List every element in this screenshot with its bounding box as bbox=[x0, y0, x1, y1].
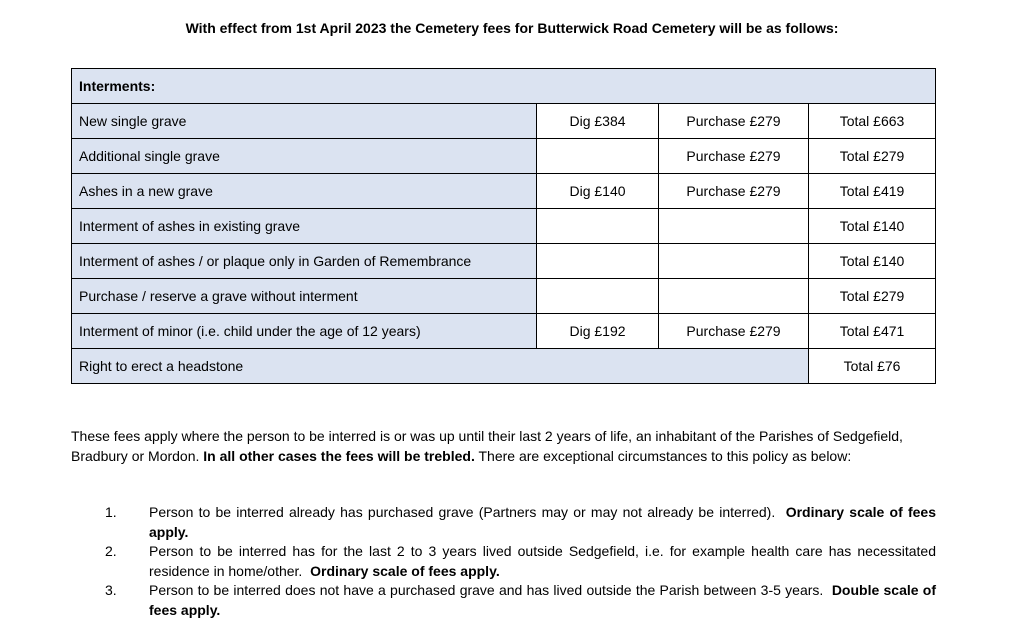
row-label: Interment of ashes in existing grave bbox=[72, 209, 537, 244]
case-text: Person to be interred has for the last 2 to 3 years lived outside Sedgefield, i.e. for example health care has necessitated residence in home/other. bbox=[149, 543, 936, 579]
table-row-headstone bbox=[72, 349, 936, 384]
table-row bbox=[72, 314, 936, 349]
table-row bbox=[72, 139, 936, 174]
list-item bbox=[0, 503, 936, 542]
list-item-text bbox=[149, 542, 936, 581]
document-title: With effect from 1st April 2023 the Cemetery fees for Butterwick Road Cemetery will be as follows: bbox=[185, 20, 839, 36]
total-fee: Total £663 bbox=[809, 104, 936, 139]
purchase-fee: Purchase £279 bbox=[659, 174, 809, 209]
row-label: Interment of ashes / or plaque only in Garden of Remembrance bbox=[72, 244, 537, 279]
total-fee: Total £419 bbox=[809, 174, 936, 209]
table-heading-row bbox=[72, 69, 936, 104]
policy-bold-note: In all other cases the fees will be trebled. bbox=[203, 448, 475, 464]
table-heading: Interments: bbox=[72, 69, 936, 104]
purchase-fee: Purchase £279 bbox=[659, 104, 809, 139]
list-item bbox=[0, 581, 936, 620]
total-fee: Total £279 bbox=[809, 279, 936, 314]
total-fee: Total £471 bbox=[809, 314, 936, 349]
list-number: 2. bbox=[105, 543, 117, 559]
total-fee: Total £76 bbox=[809, 349, 936, 384]
exceptions-list bbox=[0, 503, 936, 620]
case-fee-scale: Ordinary scale of fees apply. bbox=[310, 562, 500, 579]
list-item-text bbox=[149, 581, 936, 620]
row-label: Right to erect a headstone bbox=[72, 349, 809, 384]
policy-text: These fees apply where the person to be interred is or was up until their last 2 years of life, an inhabitant of the Parishes of Sedgefield, Bradbury or Mordon. bbox=[71, 428, 903, 464]
list-number: 1. bbox=[105, 504, 117, 520]
fees-table bbox=[71, 68, 936, 384]
table-row bbox=[72, 244, 936, 279]
dig-fee bbox=[537, 209, 659, 244]
purchase-fee bbox=[659, 209, 809, 244]
list-item-text bbox=[149, 503, 936, 542]
case-text: Person to be interred already has purchased grave (Partners may or may not already be interred). bbox=[149, 504, 776, 520]
purchase-fee bbox=[659, 244, 809, 279]
total-fee: Total £140 bbox=[809, 209, 936, 244]
purchase-fee: Purchase £279 bbox=[659, 139, 809, 174]
dig-fee: Dig £192 bbox=[537, 314, 659, 349]
table-row bbox=[72, 209, 936, 244]
policy-text-continued: There are exceptional circumstances to this policy as below: bbox=[478, 448, 852, 464]
table-row bbox=[72, 174, 936, 209]
policy-paragraph bbox=[71, 426, 935, 466]
row-label: Purchase / reserve a grave without interment bbox=[72, 279, 537, 314]
dig-fee: Dig £140 bbox=[537, 174, 659, 209]
list-item bbox=[0, 542, 936, 581]
row-label: Ashes in a new grave bbox=[72, 174, 537, 209]
case-fee-scale: Double scale of fees apply. bbox=[149, 582, 937, 618]
table-row bbox=[72, 104, 936, 139]
purchase-fee: Purchase £279 bbox=[659, 314, 809, 349]
total-fee: Total £140 bbox=[809, 244, 936, 279]
purchase-fee bbox=[659, 279, 809, 314]
list-number: 3. bbox=[105, 582, 117, 598]
case-fee-scale: Ordinary scale of fees apply. bbox=[149, 504, 936, 540]
table-row bbox=[72, 279, 936, 314]
row-label: Additional single grave bbox=[72, 139, 537, 174]
total-fee: Total £279 bbox=[809, 139, 936, 174]
dig-fee bbox=[537, 279, 659, 314]
dig-fee: Dig £384 bbox=[537, 104, 659, 139]
dig-fee bbox=[537, 244, 659, 279]
case-text: Person to be interred does not have a purchased grave and has lived outside the Parish between 3-5 years. bbox=[149, 582, 824, 598]
row-label: Interment of minor (i.e. child under the age of 12 years) bbox=[72, 314, 537, 349]
dig-fee bbox=[537, 139, 659, 174]
row-label: New single grave bbox=[72, 104, 537, 139]
